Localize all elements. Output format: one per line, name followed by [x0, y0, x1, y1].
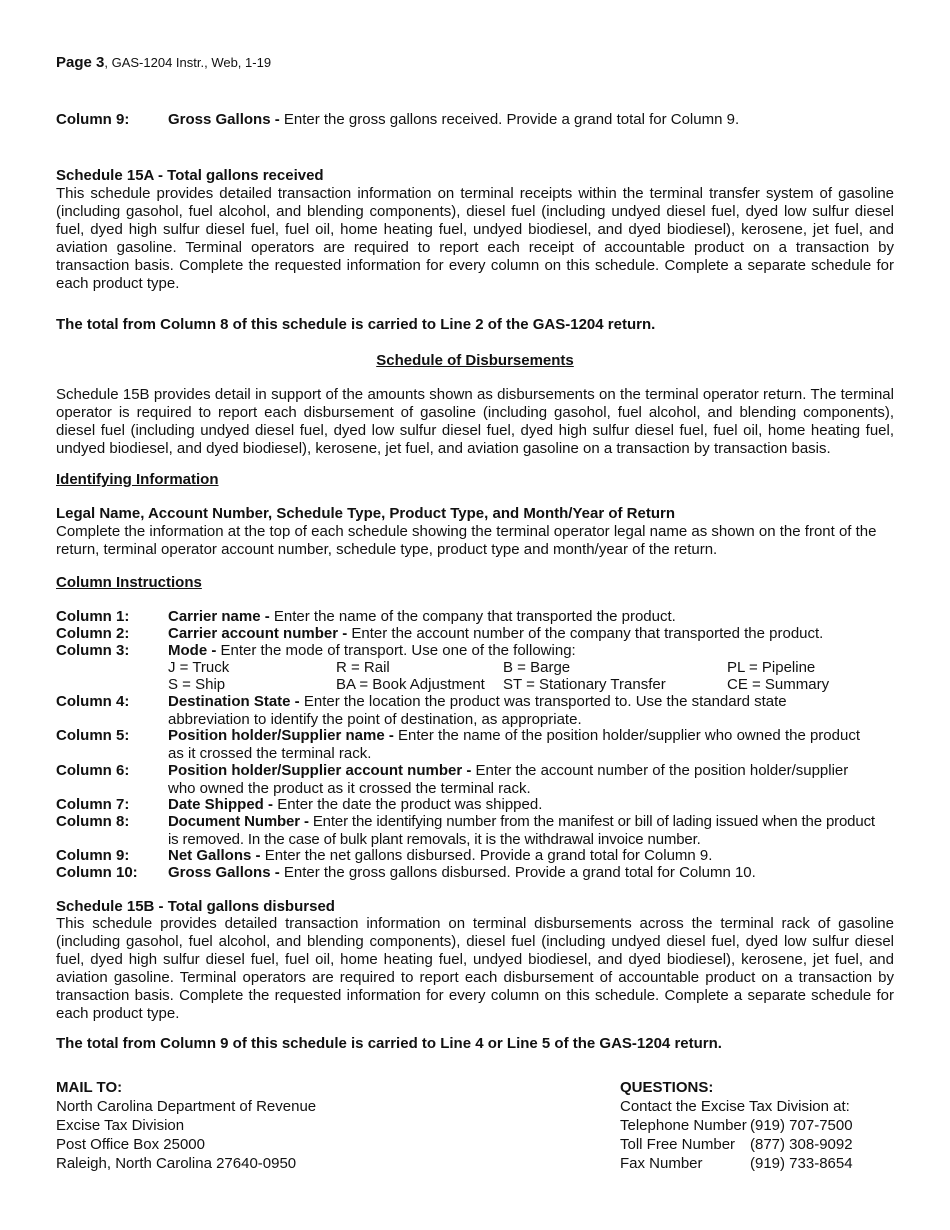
column-description — [168, 642, 896, 660]
column-description — [168, 796, 896, 814]
column-title: Destination State - — [168, 693, 304, 710]
mail-to-heading: MAIL TO: — [56, 1079, 123, 1096]
schedule-15a-total-note: The total from Column 8 of this schedule is carried to Line 2 of the GAS-1204 return. — [56, 316, 656, 333]
tollfree-label: Toll Free Number — [620, 1136, 736, 1153]
form-reference: , GAS-1204 Instr., Web, 1-19 — [104, 55, 272, 70]
column-text: Enter the account number of the company that transported the product. — [351, 625, 824, 642]
column-instructions-heading: Column Instructions — [56, 574, 202, 591]
column-title: Document Number - — [168, 813, 313, 830]
mode-pipeline: PL = Pipeline — [727, 659, 816, 676]
page-header — [56, 54, 271, 72]
column-text: Enter the name of the position holder/supplier who owned the product — [398, 727, 860, 744]
column-text: Enter the mode of transport. Use one of the following: — [220, 642, 576, 659]
questions-intro: Contact the Excise Tax Division at: — [620, 1098, 850, 1115]
column-text: Enter the date the product was shipped. — [277, 796, 543, 813]
column-label: Column 3: — [56, 642, 130, 659]
column-title: Mode - — [168, 642, 221, 659]
mode-barge: B = Barge — [503, 659, 571, 676]
schedule-15b-total-note: The total from Column 9 of this schedule is carried to Line 4 or Line 5 of the GAS-1204 return. — [56, 1035, 722, 1052]
column-title: Date Shipped - — [168, 796, 278, 813]
column-label: Column 8: — [56, 813, 130, 830]
mail-to-line: Post Office Box 25000 — [56, 1136, 205, 1153]
column-label: Column 5: — [56, 727, 130, 744]
tollfree-row — [620, 1135, 900, 1154]
column-description — [168, 847, 896, 865]
telephone-row — [620, 1116, 900, 1135]
column-description — [168, 864, 896, 882]
column-description — [168, 762, 896, 798]
column-label: Column 10: — [56, 864, 138, 881]
mail-to-line: Excise Tax Division — [56, 1117, 185, 1134]
mail-to-line: Raleigh, North Carolina 27640-0950 — [56, 1155, 297, 1172]
column-title: Position holder/Supplier name - — [168, 727, 399, 744]
telephone-number: (919) 707-7500 — [750, 1117, 853, 1134]
column-description — [168, 625, 896, 643]
telephone-label: Telephone Number — [620, 1117, 747, 1134]
column-text: Enter the gross gallons received. Provide a grand total for Column 9. — [283, 111, 740, 128]
column-description — [168, 111, 896, 129]
mail-to-line: North Carolina Department of Revenue — [56, 1098, 317, 1115]
column-title: Net Gallons - — [168, 847, 265, 864]
mode-stationary-transfer: ST = Stationary Transfer — [503, 676, 666, 693]
mail-to-block — [56, 1078, 456, 1173]
column-title: Carrier account number - — [168, 625, 352, 642]
column-text: Enter the net gallons disbursed. Provide a grand total for Column 9. — [264, 847, 713, 864]
column-text-continued: is removed. In the case of bulk plant removals, it is the withdrawal invoice number. — [168, 831, 701, 848]
disbursements-heading: Schedule of Disbursements — [376, 352, 574, 369]
column-text-continued: abbreviation to identify the point of destination, as appropriate. — [168, 711, 582, 728]
column-text: Enter the identifying number from the manifest or bill of lading issued when the product — [312, 813, 875, 830]
schedule-15a-heading: Schedule 15A - Total gallons received — [56, 167, 324, 184]
mode-truck: J = Truck — [168, 659, 230, 676]
mode-codes — [0, 659, 950, 695]
column-label: Column 6: — [56, 762, 130, 779]
schedule-15b-body: This schedule provides detailed transaction information on terminal disbursements across the terminal rack of gasoline (including gasohol, fuel alcohol, and blending components), diesel fuel (including undyed diesel fuel, dyed low sulfur diesel fuel, dyed high sulfur diesel fuel, fuel oil, home heating fuel, undyed biodiesel, and dyed biodiesel), kerosene, jet fuel, and aviation gasoline. Terminal operators are required to report each disbursement of accountable product on a transaction by transaction basis. Complete the requested information for every column on this schedule. Complete a separate schedule for each product type. — [56, 915, 894, 1022]
questions-block — [620, 1078, 900, 1173]
mode-summary: CE = Summary — [727, 676, 830, 693]
column-description — [168, 813, 896, 849]
column-text: Enter the account number of the position holder/supplier — [475, 762, 849, 779]
identifying-info-body: Complete the information at the top of each schedule showing the terminal operator legal name as shown on the front of the return, terminal operator account number, schedule type, product type and month/year of the return. — [56, 523, 877, 558]
fax-number: (919) 733-8654 — [750, 1155, 853, 1172]
column-label: Column 7: — [56, 796, 130, 813]
questions-heading: QUESTIONS: — [620, 1079, 714, 1096]
column-text: Enter the name of the company that transported the product. — [273, 608, 676, 625]
column-label: Column 4: — [56, 693, 130, 710]
column-text: Enter the location the product was transported to. Use the standard state — [303, 693, 787, 710]
mode-rail: R = Rail — [336, 659, 390, 676]
column-label: Column 1: — [56, 608, 130, 625]
column-title: Carrier name - — [168, 608, 274, 625]
column-text: Enter the gross gallons disbursed. Provide a grand total for Column 10. — [283, 864, 756, 881]
fax-label: Fax Number — [620, 1155, 703, 1172]
tollfree-number: (877) 308-9092 — [750, 1136, 853, 1153]
column-description — [168, 693, 896, 729]
column-label: Column 2: — [56, 625, 130, 642]
column-title: Gross Gallons - — [168, 864, 284, 881]
column-title: Position holder/Supplier account number - — [168, 762, 476, 779]
page-number: Page 3 — [56, 54, 105, 71]
mode-book-adjustment: BA = Book Adjustment — [336, 676, 485, 693]
identifying-info-subheading: Legal Name, Account Number, Schedule Type, Product Type, and Month/Year of Return — [56, 505, 675, 522]
column-description — [168, 608, 896, 626]
schedule-15a-body: This schedule provides detailed transaction information on terminal receipts within the terminal transfer system of gasoline (including gasohol, fuel alcohol, and blending components), diesel fuel (including undyed diesel fuel, dyed low sulfur diesel fuel, dyed high sulfur diesel fuel, fuel oil, home heating fuel, undyed biodiesel, and dyed biodiesel), kerosene, jet fuel, and aviation gasoline. Terminal operators are required to report each receipt of accountable product on a transaction by transaction basis. Complete the requested information for every column on this schedule. Complete a separate schedule for each product type. — [56, 185, 894, 292]
column-text-continued: as it crossed the terminal rack. — [168, 745, 372, 762]
identifying-info-heading: Identifying Information — [56, 471, 219, 488]
column-text-continued: who owned the product as it crossed the terminal rack. — [168, 780, 531, 797]
column-label: Column 9: — [56, 847, 130, 864]
column-title: Gross Gallons - — [168, 111, 284, 128]
schedule-15b-heading: Schedule 15B - Total gallons disbursed — [56, 898, 335, 915]
column-label: Column 9: — [56, 111, 130, 128]
disbursements-body: Schedule 15B provides detail in support of the amounts shown as disbursements on the terminal operator return. The terminal operator is required to report each disbursement of gasoline (including gasohol, fuel alcohol, and blending components), diesel fuel (including undyed diesel fuel, dyed low sulfur diesel fuel, dyed high sulfur diesel fuel, fuel oil, home heating fuel, undyed biodiesel, and dyed biodiesel), kerosene, jet fuel, and aviation gasoline on a transaction by transaction basis. — [56, 386, 894, 457]
column-description — [168, 727, 896, 763]
fax-row — [620, 1154, 900, 1173]
mode-ship: S = Ship — [168, 676, 226, 693]
